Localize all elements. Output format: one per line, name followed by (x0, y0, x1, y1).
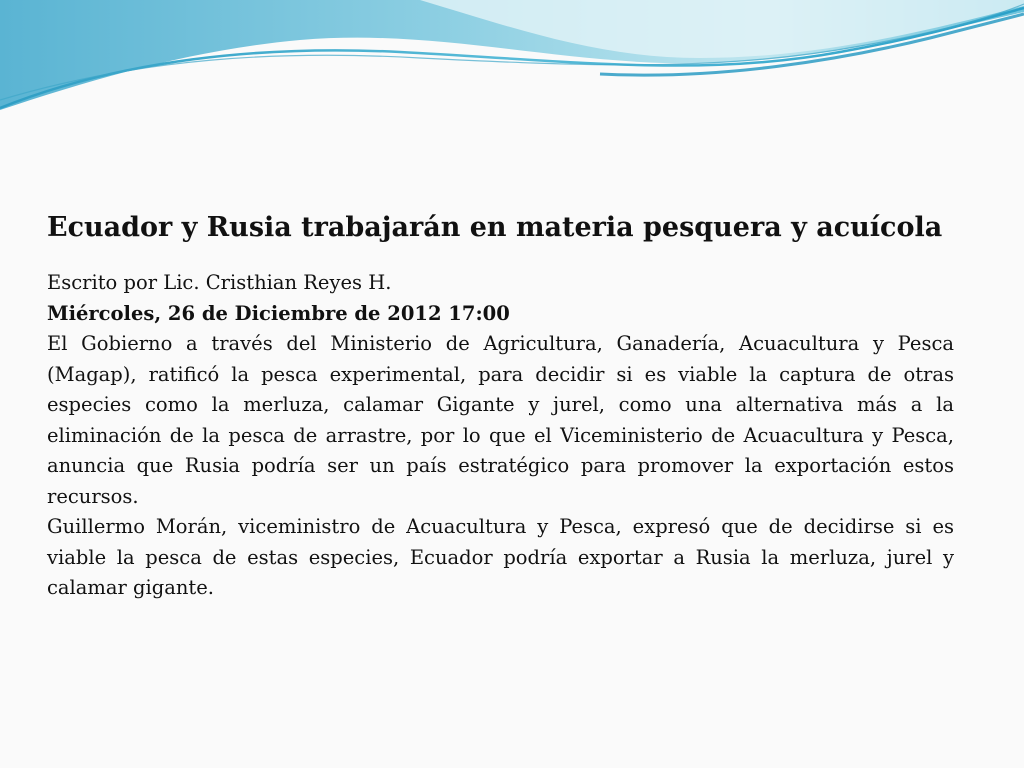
header-wave-decoration (0, 0, 1024, 130)
article-paragraph-1: El Gobierno a través del Ministerio de Agricultura, Ganadería, Acuacultura y Pesca (Magap), ratificó la pesca experimental, para decidir si es viable la captura de otras especies como la merluza, calamar Gigante y jurel, como una alternativa más a la eliminación de la pesca de arrastre, por lo que el Viceministerio de Acuacultura y Pesca, anuncia que Rusia podría ser un país estratégico para promover la exportación estos recursos. (47, 332, 954, 508)
article (47, 208, 954, 604)
article-byline: Escrito por Lic. Cristhian Reyes H. (47, 271, 392, 294)
article-title: Ecuador y Rusia trabajarán en materia pesquera y acuícola (47, 212, 943, 243)
article-date: Miércoles, 26 de Diciembre de 2012 17:00 (47, 301, 510, 325)
article-paragraph-2: Guillermo Morán, viceministro de Acuacultura y Pesca, expresó que de decidirse si es viable la pesca de estas especies, Ecuador podría exportar a Rusia la merluza, jurel y calamar gigante. (47, 515, 954, 599)
